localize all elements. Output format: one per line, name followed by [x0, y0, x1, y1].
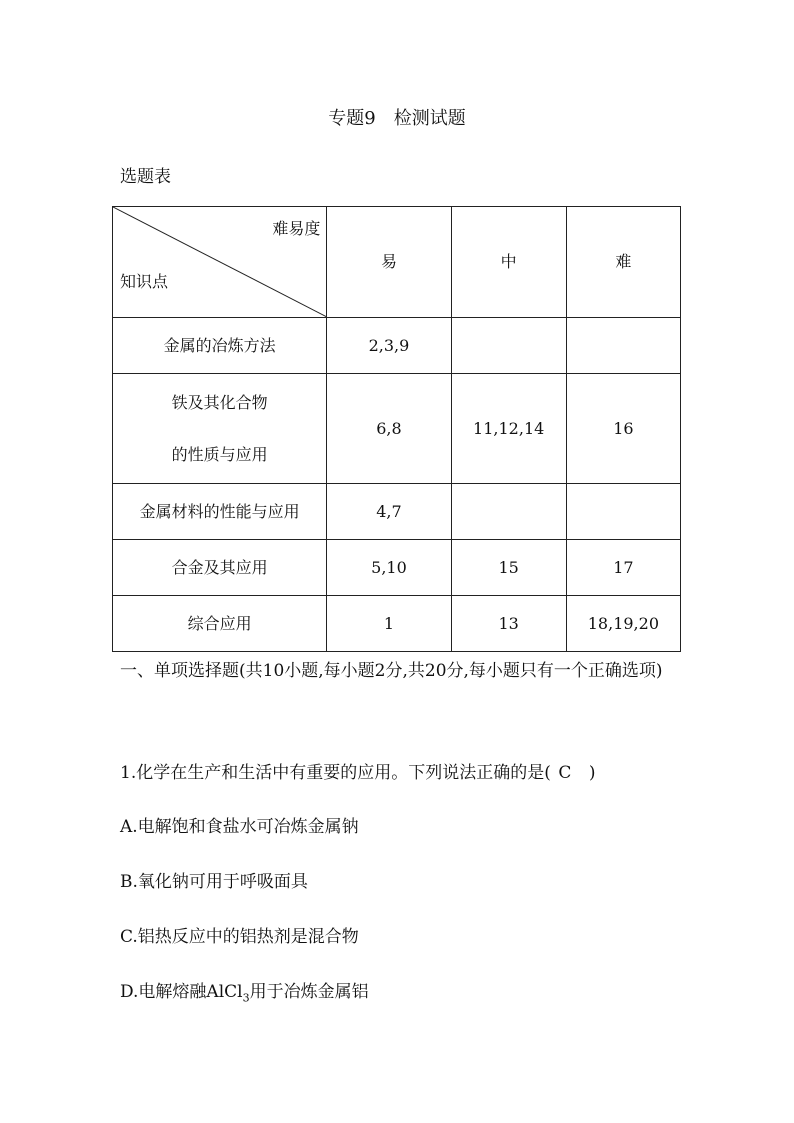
table-row: [113, 374, 681, 484]
question-stem: [120, 758, 596, 783]
table-row: [113, 596, 681, 652]
table-row: [113, 318, 681, 374]
header-hard: 难: [566, 207, 680, 318]
section-heading: 一、单项选择题(共10小题,每小题2分,共20分,每小题只有一个正确选项): [120, 661, 663, 681]
topic-cell: 金属材料的性能与应用: [113, 484, 327, 540]
option-c: C.铝热反应中的铝热剂是混合物: [120, 927, 359, 947]
page-title: 专题9 检测试题: [328, 108, 466, 129]
topic-line-1: 铁及其化合物: [171, 393, 268, 413]
corner-cell: [113, 207, 327, 318]
easy-cell: 5,10: [327, 540, 451, 596]
easy-cell: 1: [327, 596, 451, 652]
option-d-prefix: D.电解熔融AlCl: [120, 982, 243, 1002]
topic-line-2: 的性质与应用: [171, 444, 268, 464]
medium-cell: 11,12,14: [451, 374, 566, 484]
topic-cell: 合金及其应用: [113, 540, 327, 596]
hard-cell: [566, 484, 680, 540]
topic-cell: 金属的冶炼方法: [113, 318, 327, 374]
selection-table: [112, 206, 681, 652]
corner-top-label: 难易度: [272, 219, 321, 238]
header-medium: 中: [451, 207, 566, 318]
hard-cell: 18,19,20: [566, 596, 680, 652]
table-row: [113, 540, 681, 596]
option-d-subscript: 3: [242, 991, 250, 1005]
option-b: B.氧化钠可用于呼吸面具: [120, 872, 308, 892]
hard-cell: [566, 318, 680, 374]
option-d-suffix: 用于冶炼金属铝: [249, 982, 369, 1002]
easy-cell: 4,7: [327, 484, 451, 540]
corner-bottom-label: 知识点: [120, 271, 169, 291]
medium-cell: 15: [451, 540, 566, 596]
topic-cell: [113, 374, 327, 484]
table-caption: 选题表: [120, 167, 171, 187]
medium-cell: 13: [451, 596, 566, 652]
table-header-row: [113, 207, 681, 318]
option-a: A.电解饱和食盐水可冶炼金属钠: [120, 817, 359, 837]
question-answer: C: [558, 763, 572, 783]
medium-cell: [451, 484, 566, 540]
topic-cell: 综合应用: [113, 596, 327, 652]
easy-cell: 6,8: [327, 374, 451, 484]
question-stem-text: 1.化学在生产和生活中有重要的应用。下列说法正确的是(: [120, 763, 551, 783]
medium-cell: [451, 318, 566, 374]
table-row: [113, 484, 681, 540]
option-d: [120, 977, 369, 1004]
header-easy: 易: [327, 207, 451, 318]
question-close: ): [588, 763, 596, 783]
easy-cell: 2,3,9: [327, 318, 451, 374]
hard-cell: 17: [566, 540, 680, 596]
hard-cell: 16: [566, 374, 680, 484]
